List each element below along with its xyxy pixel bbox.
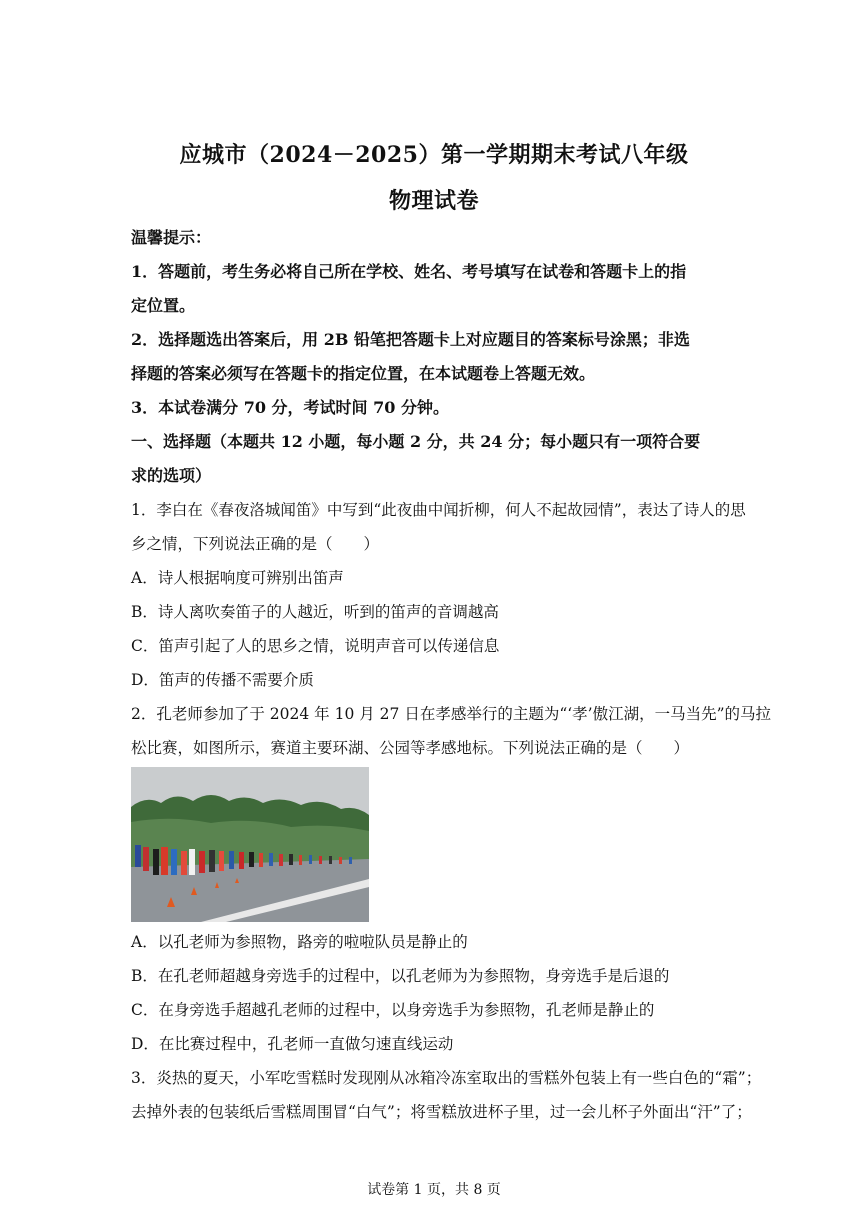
question-2-option-d: D．在比赛过程中，孔老师一直做匀速直线运动	[131, 1035, 454, 1053]
question-1-option-d: D．笛声的传播不需要介质	[131, 671, 314, 689]
question-3-stem-cont: 去掉外表的包装纸后雪糕周围冒“白气”；将雪糕放进杯子里，过一会儿杯子外面出“汗”了；	[131, 1103, 752, 1121]
question-3-stem: 3．炎热的夏天，小军吃雪糕时发现刚从冰箱冷冻室取出的雪糕外包装上有一些白色的“霜”；	[131, 1069, 762, 1087]
section-heading-cont: 求的选项）	[131, 466, 212, 485]
notice-item-1: 1．答题前，考生务必将自己所在学校、姓名、考号填写在试卷和答题卡上的指	[131, 262, 687, 281]
notice-heading: 温馨提示：	[131, 228, 212, 247]
section-heading: 一、选择题（本题共 12 小题，每小题 2 分，共 24 分；每小题只有一项符合要	[131, 432, 701, 451]
notice-item-2: 2．选择题选出答案后，用 2B 铅笔把答题卡上对应题目的答案标号涂黑；非选	[131, 330, 690, 349]
exam-title: 应城市（2024－2025）第一学期期末考试八年级	[179, 142, 689, 168]
question-1-option-c: C．笛声引起了人的思乡之情，说明声音可以传递信息	[131, 637, 500, 655]
question-1-stem-cont: 乡之情，下列说法正确的是（ ）	[131, 535, 380, 553]
question-2-option-c: C．在身旁选手超越孔老师的过程中，以身旁选手为参照物，孔老师是静止的	[131, 1001, 655, 1019]
notice-item-3: 3．本试卷满分 70 分，考试时间 70 分钟。	[131, 398, 449, 417]
exam-subtitle: 物理试卷	[388, 188, 479, 214]
question-1-stem: 1．李白在《春夜洛城闻笛》中写到“此夜曲中闻折柳，何人不起故园情”，表达了诗人的思	[131, 501, 746, 519]
page-footer: 试卷第 1 页，共 8 页	[367, 1182, 501, 1198]
question-1-option-a: A．诗人根据响度可辨别出笛声	[131, 569, 344, 587]
question-1-option-b: B．诗人离吹奏笛子的人越近，听到的笛声的音调越高	[131, 603, 499, 621]
question-2-stem-cont: 松比赛，如图所示，赛道主要环湖、公园等孝感地标。下列说法正确的是（ ）	[131, 739, 690, 757]
question-2-stem: 2．孔老师参加了于 2024 年 10 月 27 日在孝感举行的主题为“‘孝’傲江湖，一马当先”的马拉	[131, 705, 772, 723]
question-2-option-a: A．以孔老师为参照物，路旁的啦啦队员是静止的	[131, 933, 468, 951]
notice-item-1-cont: 定位置。	[131, 296, 196, 315]
notice-item-2-cont: 择题的答案必须写在答题卡的指定位置，在本试题卷上答题无效。	[131, 364, 596, 383]
question-2-option-b: B．在孔老师超越身旁选手的过程中，以孔老师为为参照物，身旁选手是后退的	[131, 967, 670, 985]
marathon-photo	[131, 767, 369, 922]
